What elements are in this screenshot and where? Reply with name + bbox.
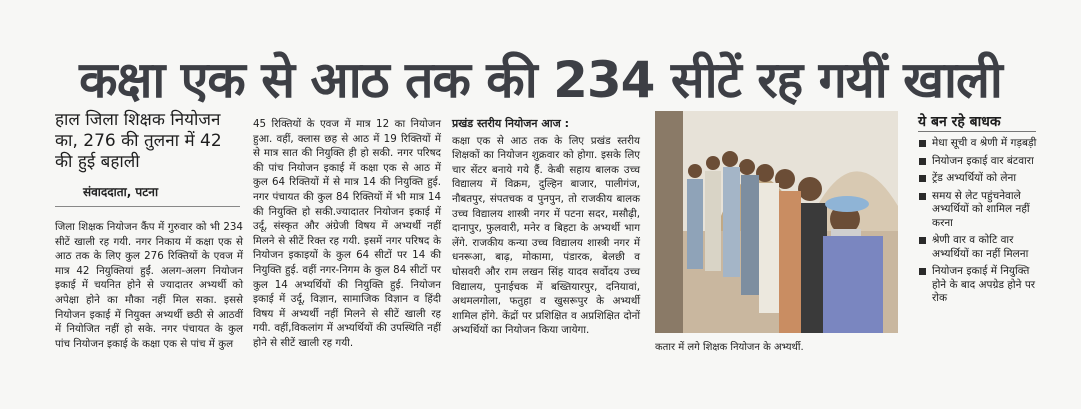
- sidebar-divider: [918, 131, 1036, 132]
- list-item: [918, 234, 1038, 261]
- list-item: [918, 137, 1038, 151]
- square-bullet-icon: [919, 158, 926, 165]
- article-column-2: 45 रिक्तियों के एवज में मात्र 12 का नियोजन हुआ. वहीं, क्लास छह से आठ में 19 रिक्तियों में से मात्र सात की नियुक्ति ही हो सकी. नगर परिषद की पांच नियोजन इकाई में कक्षा एक से आठ में कुल 64 रिक्तियों में से मात्र 14 की नियुक्ति हुई. नगर पंचायत की कुल 84 रिक्तियों में भी मात्र 14 की नियुक्ति हो सकी.ज्यादातर नियोजन इकाई में उर्दू, संस्कृत और अंग्रेजी विषय में अभ्यर्थी नहीं मिलने से सीटें रिक्त रह गयी. इसमें नगर परिषद के नियोजन इकाइयों के कुल 64 सीटों पर 14 की नियुक्ति हुई. वहीं नगर-निगम के कुल 84 सीटों पर कुल 14 अभ्यर्थियों की नियुक्ति हुई. नियोजन इकाई में उर्दू, विज्ञान, सामाजिक विज्ञान व हिंदी विषय में अभ्यर्थी नहीं मिलने से सीटें खाली रह गयी. वहीं,विकलांग में अभ्यर्थियों की उपस्थिति नहीं होने से सीटें खाली रह गयी.: [253, 118, 441, 349]
- list-item-text: श्रेणी वार व कोटि वार अभ्यर्थियों का नहीं मिलना: [932, 234, 1029, 260]
- photo-caption: कतार में लगे शिक्षक नियोजन के अभ्यर्थी.: [655, 342, 804, 353]
- square-bullet-icon: [919, 237, 926, 244]
- list-item-text: ट्रेंड अभ्यर्थियों को लेना: [932, 172, 1017, 184]
- list-item: [918, 190, 1038, 231]
- square-bullet-icon: [919, 268, 926, 275]
- divider: [55, 206, 240, 207]
- article-column-1: जिला शिक्षक नियोजन कैंप में गुरुवार को भी 234 सीटें खाली रह गयी. नगर निकाय में कक्षा एक से आठ तक के लिए कुल 276 रिक्तियों के एवज में मात्र 42 नियुक्तियां हुईं. अलग-अलग नियोजन इकाई में चयनित होने से ज्यादातर अभ्यर्थी को अपेक्षा होने का मौका नहीं मिल सका. इससे नियोजन इकाई में नियुक्त अभ्यर्थी छठी से आठवीं में नियोजित नहीं हो सके. नगर पंचायत के कुल पांच नियोजन इकाई के कक्षा एक से पांच में कुल: [55, 221, 243, 350]
- article-column-3: [452, 117, 640, 338]
- sidebar-list: [918, 137, 1038, 310]
- headline: कक्षा एक से आठ तक की 234 सीटें रह गयीं खाली: [79, 51, 1002, 109]
- sidebar-title: ये बन रहे बाधक: [918, 114, 1001, 130]
- list-item: [918, 265, 1038, 306]
- byline: संवाददाता, पटना: [83, 185, 159, 199]
- square-bullet-icon: [919, 175, 926, 182]
- section-heading: प्रखंड स्तरीय नियोजन आज :: [452, 117, 569, 130]
- article-column-3-text: कक्षा एक से आठ तक के लिए प्रखंड स्तरीय शिक्षकों का नियोजन शुक्रवार को होगा. इसके लिए चार सेंटर बनाये गये हैं. केबी सहाय बालक उच्च विद्यालय में विक्रम, दुल्हिन बाजार, पालीगंज, नौबतपुर, संपतचक व पुनपुन, तो राजकीय बालक उच्च विद्यालय शास्त्री नगर में पटना सदर, मसौढ़ी, दानापुर, फुलवारी, मनेर व बिहटा के अभ्यर्थी भाग लेंगे. राजकीय कन्या उच्च विद्यालय शास्त्री नगर में धनरूआ, बाढ़, मोकामा, पंडारक, बेलछी व घोसवरी और राम लखन सिंह यादव सर्वोदय उच्च विद्यालय, पुनाईचक में बख्तियारपुर, दनियावां, अथमलगोला, फतुहा व खुसरूपुर के अभ्यर्थी शामिल होंगे. केंद्रों पर प्रशिक्षित व अप्रशिक्षित दोनों अभ्यर्थियों का नियोजन किया जायेगा.: [452, 134, 640, 337]
- square-bullet-icon: [919, 193, 926, 200]
- list-item: [918, 155, 1038, 169]
- square-bullet-icon: [919, 140, 926, 147]
- subheadline: हाल जिला शिक्षक नियोजन का, 276 की तुलना में 42 की हुई बहाली: [55, 110, 222, 172]
- list-item: [918, 172, 1038, 186]
- queue-photo-illustration: [655, 111, 898, 333]
- list-item-text: नियोजन इकाई में नियुक्ति होने के बाद अपग्रेड होने पर रोक: [932, 265, 1036, 304]
- news-photo: [655, 111, 898, 333]
- list-item-text: समय से लेट पहुंचनेवाले अभ्यर्थियों को शामिल नहीं करना: [932, 189, 1030, 229]
- list-item-text: नियोजन इकाई वार बंटवारा: [932, 154, 1034, 167]
- list-item-text: मेधा सूची व श्रेणी में गड़बड़ी: [932, 137, 1037, 149]
